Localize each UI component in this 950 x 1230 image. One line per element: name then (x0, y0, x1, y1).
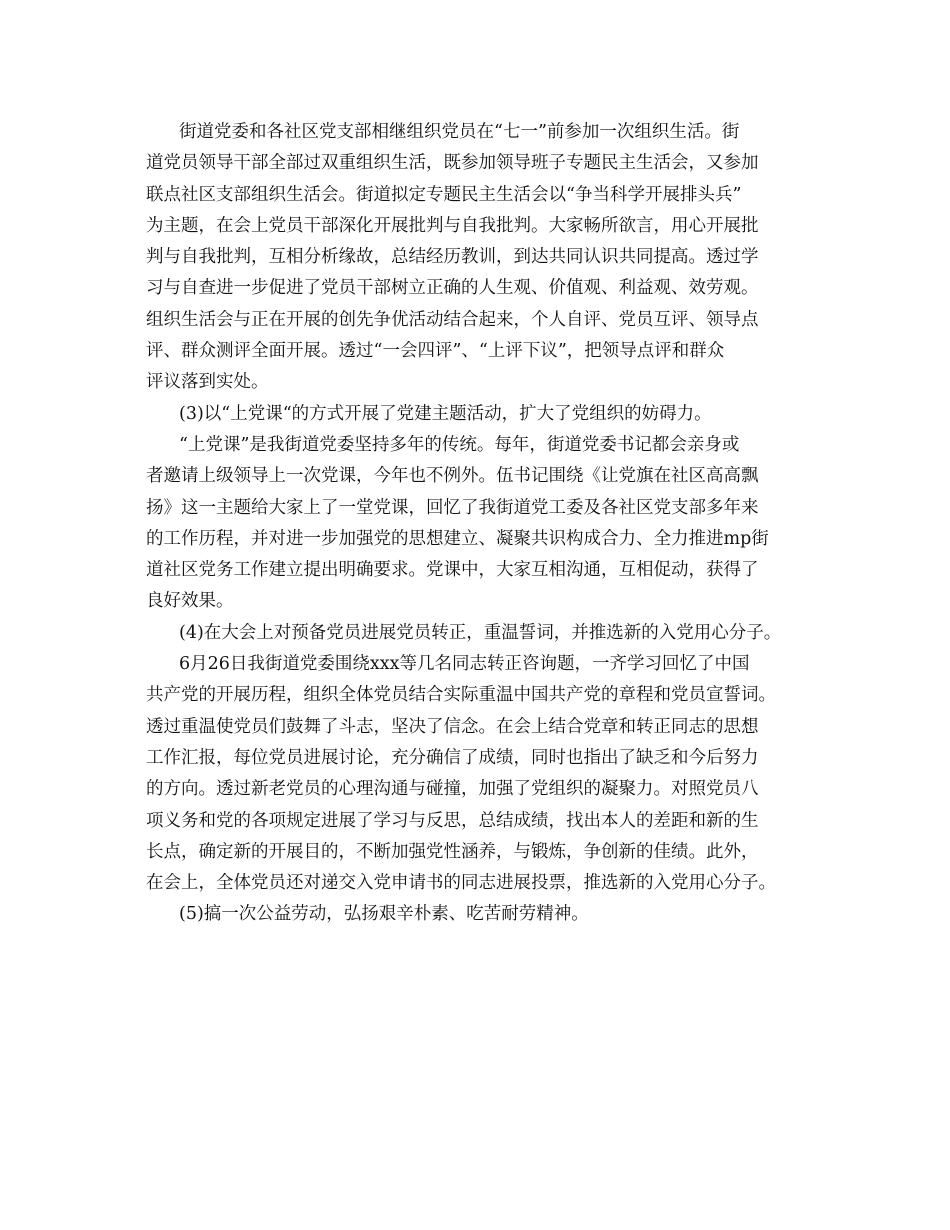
text-line: (4)在大会上对预备党员进展党员转正，重温誓词，并推选新的入党用心分子。 (179, 622, 782, 643)
text-line: 工作汇报，每位党员进展讨论，充分确信了成绩，同时也指出了缺乏和今后努力 (146, 747, 759, 768)
text-line: 长点，确定新的开展目的，不断加强党性涵养，与锻炼，争创新的佳绩。此外， (146, 841, 759, 862)
text-line: 习与自查进一步促进了党员干部树立正确的人生观、价值观、利益观、效劳观。 (146, 278, 759, 299)
text-line: (5)搞一次公益劳动，弘扬艰辛朴素、吃苦耐劳精神。 (179, 904, 589, 925)
document-body (146, 117, 826, 931)
text-line: 透过重温使党员们鼓舞了斗志，坚决了信念。在会上结合党章和转正同志的思想 (146, 716, 759, 737)
text-line: 项义务和党的各项规定进展了学习与反思，总结成绩，找出本人的差距和新的生 (146, 810, 759, 831)
text-line: “上党课”是我街道党委坚持多年的传统。每年，街道党委书记都会亲身或 (179, 434, 740, 455)
text-line: 街道党委和各社区党支部相继组织党员在“七一”前参加一次组织生活。街 (179, 122, 740, 142)
text-line: 在会上，全体党员还对递交入党申请书的同志进展投票，推选新的入党用心分子。 (146, 873, 776, 894)
text-line: (3)以“上党课“的方式开展了党建主题活动，扩大了党组织的妨碍力。 (179, 403, 712, 424)
text-line: 的方向。透过新老党员的心理沟通与碰撞，加强了党组织的凝聚力。对照党员八 (146, 779, 759, 800)
text-line: 联点社区支部组织生活会。街道拟定专题民主生活会以“争当科学开展排头兵” (146, 184, 742, 205)
text-line: 判与自我批判，互相分析缘故，总结经历教训，到达共同认识共同提高。透过学 (146, 247, 759, 268)
text-line: 组织生活会与正在开展的创先争优活动结合起来，个人自评、党员互评、领导点 (146, 309, 759, 330)
text-line: 道社区党务工作建立提出明确要求。党课中，大家互相沟通，互相促动，获得了 (146, 560, 759, 581)
text-line: 为主题，在会上党员干部深化开展批判与自我批判。大家畅所欲言，用心开展批 (146, 215, 759, 236)
text-line: 评、群众测评全面开展。透过“一会四评”、“上评下议”，把领导点评和群众 (146, 341, 725, 362)
text-line: 评议落到实处。 (146, 372, 269, 393)
text-line: 6月26日我街道党委围绕xxx等几名同志转正咨询题，一齐学习回忆了中国 (179, 654, 750, 675)
text-line: 者邀请上级领导上一次党课，今年也不例外。伍书记围绕《让党旗在社区高高飘 (146, 466, 759, 487)
text-line: 扬》这一主题给大家上了一堂党课，回忆了我街道党工委及各社区党支部多年来 (146, 497, 759, 518)
text-line: 共产党的开展历程，组织全体党员结合实际重温中国共产党的章程和党员宣誓词。 (146, 685, 776, 706)
text-line: 良好效果。 (146, 591, 234, 612)
text-line: 道党员领导干部全部过双重组织生活，既参加领导班子专题民主生活会，又参加 (146, 153, 759, 174)
text-line: 的工作历程，并对进一步加强党的思想建立、凝聚共识构成合力、全力推进mp街 (146, 528, 769, 549)
